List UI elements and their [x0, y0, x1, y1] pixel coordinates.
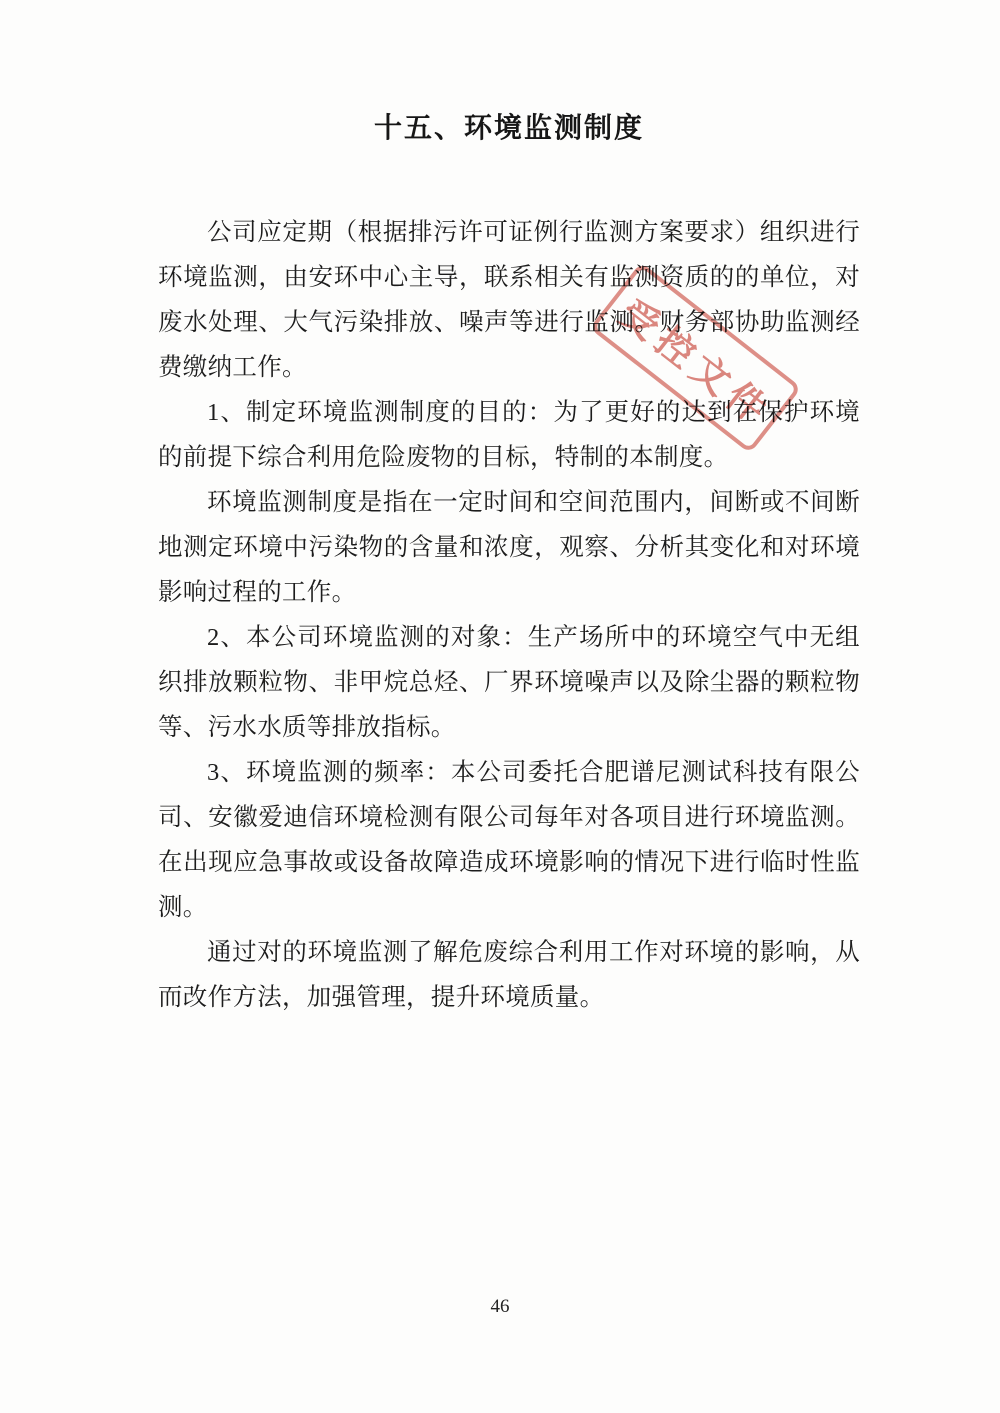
paragraph-4: 2、本公司环境监测的对象：生产场所中的环境空气中无组织排放颗粒物、非甲烷总烃、厂界环境噪声以及除尘器的颗粒物等、污水水质等排放指标。 — [158, 624, 860, 741]
page-number: 46 — [490, 1296, 510, 1317]
paragraph-3: 环境监测制度是指在一定时间和空间范围内，间断或不间断地测定环境中污染物的含量和浓度，观察、分析其变化和对环境影响过程的工作。 — [158, 489, 860, 606]
paragraph-6: 通过对的环境监测了解危废综合利用工作对环境的影响，从而改作方法，加强管理，提升环境质量。 — [158, 939, 860, 1011]
paragraph-5: 3、环境监测的频率：本公司委托合肥谱尼测试科技有限公司、安徽爱迪信环境检测有限公司每年对各项目进行环境监测。在出现应急事故或设备故障造成环境影响的情况下进行临时性监测。 — [158, 759, 860, 921]
paragraph-1: 公司应定期（根据排污许可证例行监测方案要求）组织进行环境监测，由安环中心主导，联系相关有监测资质的的单位，对废水处理、大气污染排放、噪声等进行监测。财务部协助监测经费缴纳工作。 — [158, 219, 860, 381]
paragraph-2: 1、制定环境监测制度的目的：为了更好的达到在保护环境的前提下综合利用危险废物的目标，特制的本制度。 — [158, 399, 860, 471]
stamp-text: 受控文件 — [611, 291, 780, 436]
document-body — [158, 106, 860, 1020]
page-title: 十五、环境监测制度 — [373, 113, 644, 144]
